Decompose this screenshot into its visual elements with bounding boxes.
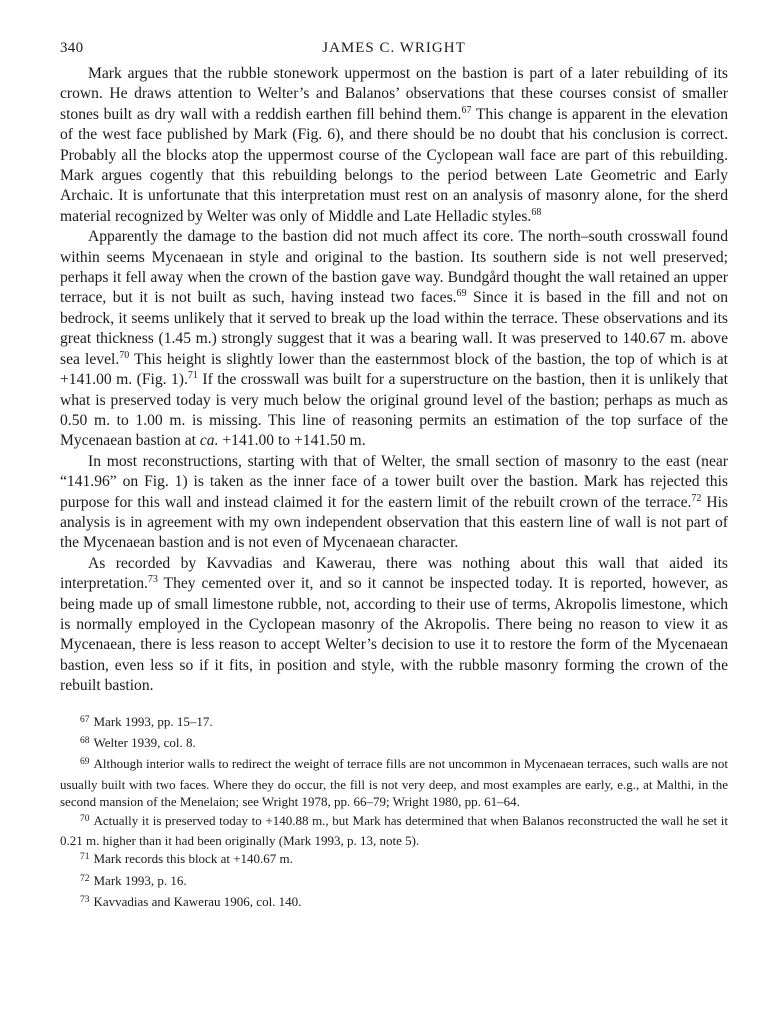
footnote-reference: 71 bbox=[187, 370, 198, 382]
footnote bbox=[60, 812, 728, 850]
footnote bbox=[60, 755, 728, 810]
paragraph-text: This height is slightly lower than the easternmost block of the bastion, the top of which is at +141.00 m. (Fig. 1). bbox=[60, 350, 729, 389]
footnote-number: 72 bbox=[80, 873, 90, 884]
paragraph-text: His analysis is in agreement with my own independent observation that this eastern line of wall is not part of the Mycenaean bastion and is not even of Mycenaean character. bbox=[60, 493, 728, 552]
paragraph-text: Since it is based in the fill and not on bedrock, it seems unlikely that it served to break up the load within the terrace. These observations and its great thickness (1.45 m.) strongly suggest that it was a bearing wall. It was preserved to 140.67 m. above sea level. bbox=[60, 289, 729, 368]
footnote-number: 73 bbox=[80, 895, 90, 906]
paragraph-text: +141.00 to +141.50 m. bbox=[218, 432, 366, 450]
footnote-text: Mark 1993, p. 16. bbox=[93, 872, 187, 888]
footnote bbox=[60, 734, 728, 754]
footnote-text: Kavvadias and Kawerau 1906, col. 140. bbox=[93, 894, 302, 910]
running-head-author: JAMES C. WRIGHT bbox=[322, 40, 466, 56]
page-number: 340 bbox=[60, 40, 84, 56]
footnote-number: 68 bbox=[80, 736, 90, 746]
footnote-text: Mark records this block at +140.67 m. bbox=[93, 851, 293, 867]
footnote bbox=[60, 893, 728, 913]
footnote-text: Although interior walls to redirect the weight of terrace fills are not uncommon in Mycenaean terraces, such walls are not usually built with two faces. Where they do occur, the fill is not very deep, and most examples are early, e.g., at Malthi, in the second mansion of the Menelaion; see Wright 1978, pp. 66–79; Wright 1980, pp. 61–64. bbox=[60, 756, 728, 810]
footnote-reference: 69 bbox=[456, 288, 467, 300]
footnote bbox=[60, 850, 728, 870]
paragraph-text: Apparently the damage to the bastion did not much affect its core. The north–south crosswall found within seems Mycenaean in style and original to the bastion. Its southern side is not well preserved; perhaps it fell away when the crown of the bastion gave way. Bundgård thought the wall retained an upper terrace, but it is not built as such, having instead two faces. bbox=[60, 228, 728, 307]
body-paragraph bbox=[60, 64, 728, 227]
footnote-reference: 72 bbox=[691, 492, 702, 504]
footnote bbox=[60, 872, 728, 892]
paragraph-text: In most reconstructions, starting with that of Welter, the small section of masonry to the east (near “141.96” on Fig. 1) is taken as the inner face of a tower built over the bastion. Mark has rejected this purpose for this wall and instead claimed it for the eastern limit of the rebuilt crown of the terrace. bbox=[60, 452, 728, 511]
footnote-reference: 73 bbox=[147, 574, 158, 586]
body-paragraph bbox=[60, 452, 728, 554]
footnote-number: 69 bbox=[80, 757, 90, 768]
footnote-number: 70 bbox=[80, 813, 90, 824]
journal-page bbox=[60, 40, 728, 915]
italic-text: ca. bbox=[199, 432, 219, 450]
footnote-text: Mark 1993, pp. 15–17. bbox=[93, 713, 213, 729]
body-text bbox=[60, 64, 728, 697]
paragraph-text: This change is apparent in the elevation of the west face published by Mark (Fig. 6), and there should be no doubt that his conclusion is correct. Probably all the blocks atop the uppermost course of the Cyclopean wall face are part of this rebuilding. Mark argues cogently that this rebuilding belongs to the period between Late Geometric and Early Archaic. It is unfortunate that this interpretation must rest on an analysis of masonry alone, for the sherd material recognized by Welter was only of Middle and Late Helladic styles. bbox=[60, 105, 729, 225]
footnote-reference: 68 bbox=[531, 206, 542, 218]
paragraph-text: If the crosswall was built for a superstructure on the bastion, then it is unlikely that what is preserved today is very much below the original ground level of the bastion; perhaps as much as 0.50 m. to 1.00 m. is missing. This line of reasoning permits an estimation of the top surface of the Mycenaean bastion at bbox=[60, 371, 728, 450]
paragraph-text: Mark argues that the rubble stonework uppermost on the bastion is part of a later rebuilding of its crown. He draws attention to Welter’s and Balanos’ observations that these courses consist of smaller stones built as dry wall with a reddish earthen fill behind them. bbox=[60, 65, 728, 123]
footnote-number: 71 bbox=[80, 852, 90, 863]
footnote-text: Actually it is preserved today to +140.88 m., but Mark has determined that when Balanos reconstructed the wall he set it 0.21 m. higher than it had been originally (Mark 1993, p. 13, note 5). bbox=[60, 812, 728, 849]
body-paragraph bbox=[60, 227, 728, 451]
paragraph-text: They cemented over it, and so it cannot be inspected today. It is reported, however, as being made up of small limestone rubble, not, according to their use of terms, Akropolis limestone, which is normally employed in the Cyclopean masonry of the Akropolis. There being no reason to view it as Mycenaean, there is less reason to accept Welter’s decision to use it to restore the form of the Mycenaean bastion, even less so if it fits, in position and style, with the rubble masonry forming the crown of the rebuilt bastion. bbox=[60, 575, 728, 695]
body-paragraph bbox=[60, 554, 728, 697]
running-head bbox=[60, 40, 728, 64]
paragraph-text: As recorded by Kavvadias and Kawerau, there was nothing about this wall that aided its interpretation. bbox=[60, 554, 728, 593]
footnote-reference: 70 bbox=[119, 349, 130, 361]
footnote-reference: 67 bbox=[461, 104, 472, 116]
footnote-text: Welter 1939, col. 8. bbox=[93, 735, 196, 750]
footnotes bbox=[60, 713, 728, 914]
footnote-number: 67 bbox=[80, 714, 90, 725]
footnote bbox=[60, 713, 728, 733]
